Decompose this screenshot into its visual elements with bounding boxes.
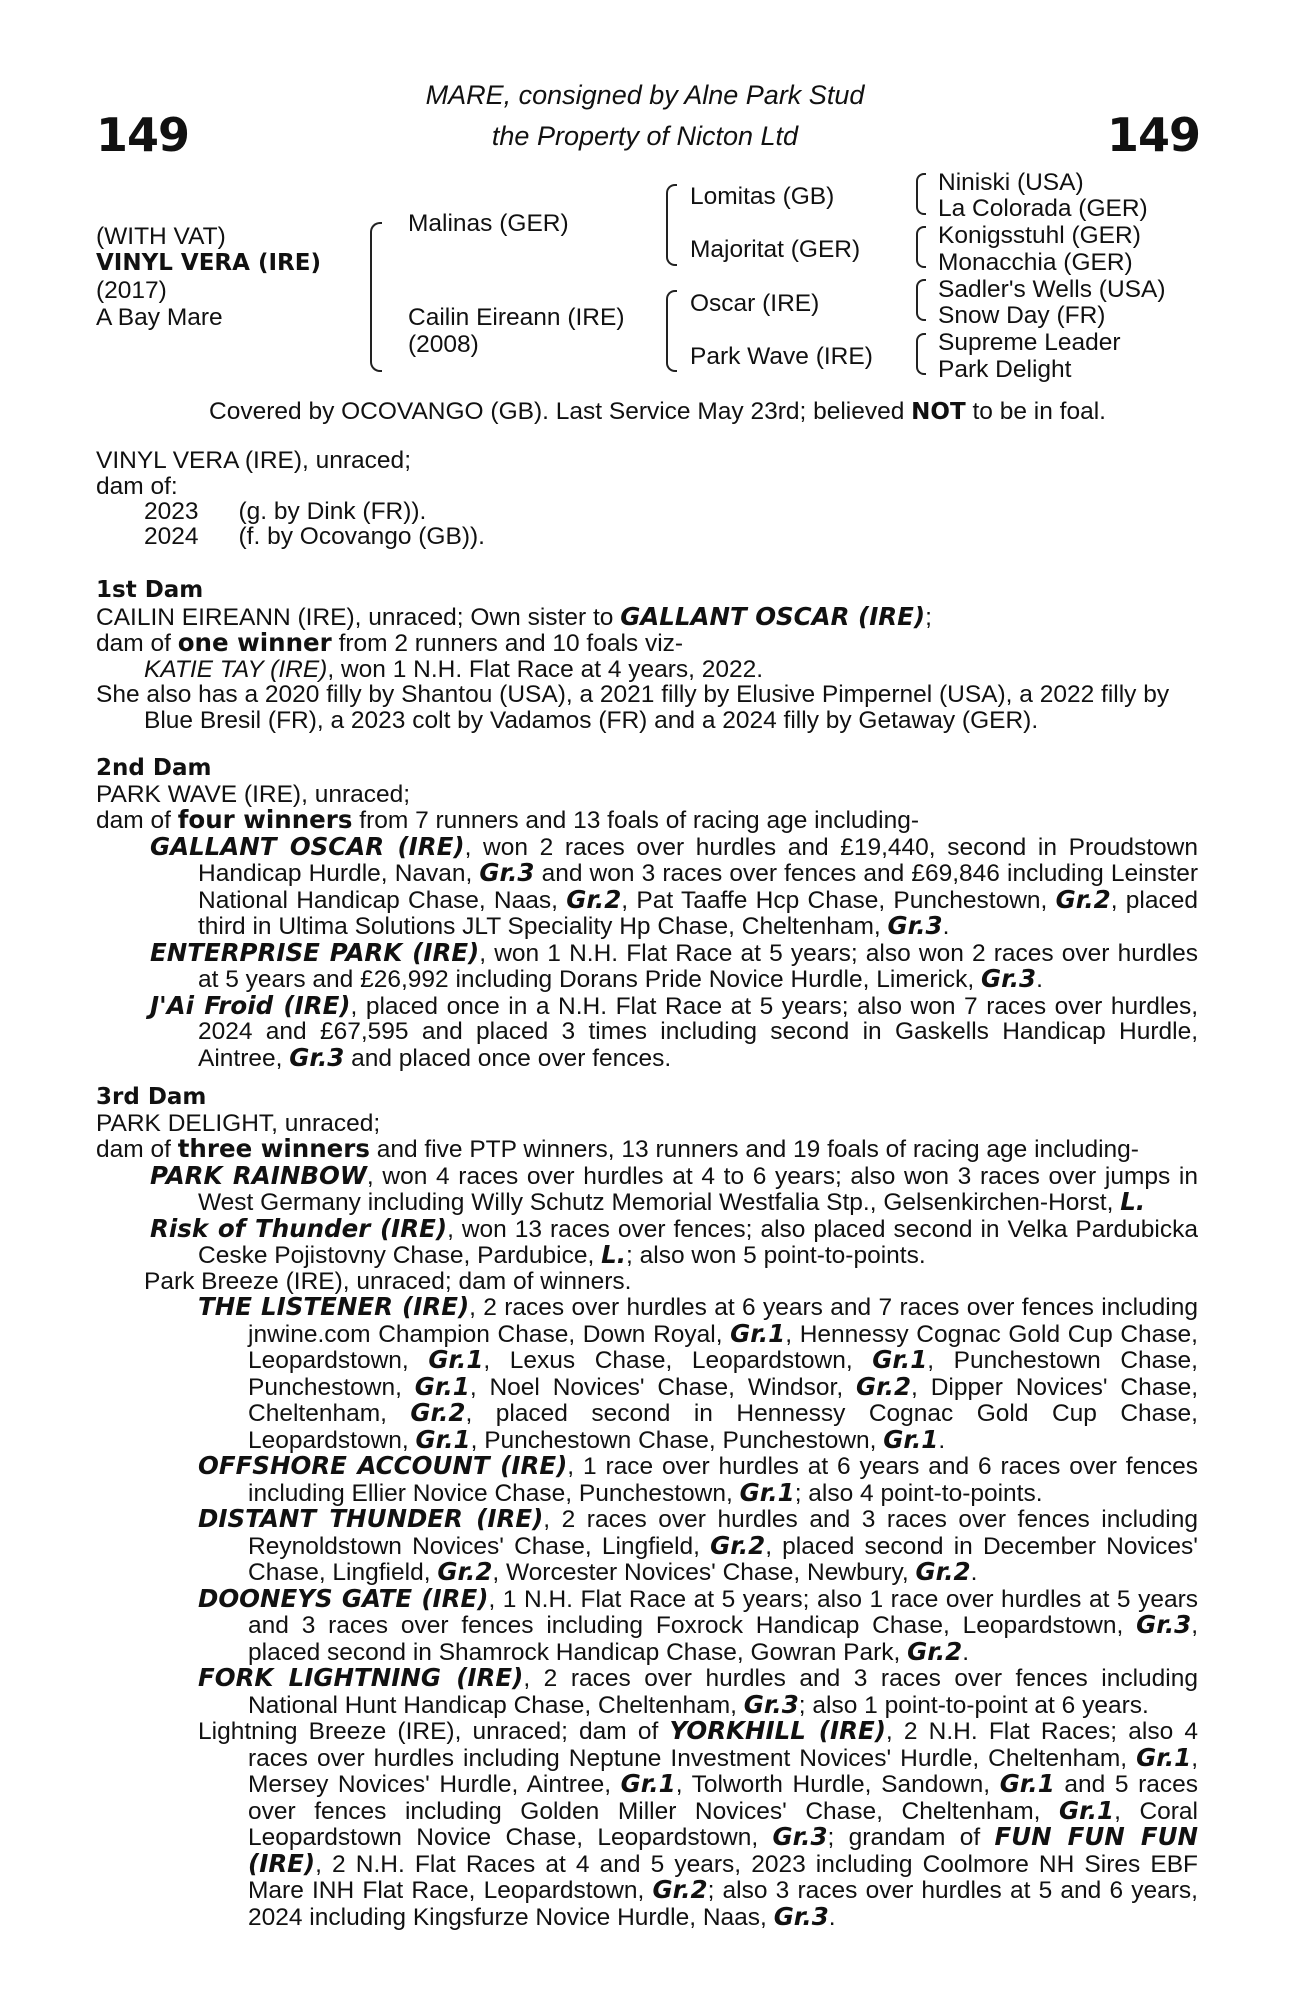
horse-ref: J'Ai Froid (IRE) [150, 990, 351, 1020]
third-dam-grandprogeny [96, 1583, 1199, 1666]
pedigree-sire: Malinas (GER) [408, 210, 569, 237]
text: and won 3 races over fences and £69,846 including Leinster National Handicap Chase, Naas, [198, 860, 1198, 914]
horse-ref: DOONEYS GATE (IRE) [198, 1583, 489, 1613]
text: , 2 races over hurdles and 3 races over fences including National Hunt Handicap Chase, Cheltenham, [248, 1665, 1198, 1719]
first-dam-progeny [96, 657, 1198, 683]
text: , Coral Leopardstown Novice Chase, Leopardstown, [248, 1797, 1198, 1851]
third-dam-line1: PARK DELIGHT, unraced; [96, 1109, 381, 1137]
grade: Gr.3 [773, 1901, 829, 1931]
third-dam-daughter: Park Breeze (IRE), unraced; dam of winners. [144, 1267, 632, 1295]
text: dam of [96, 630, 178, 657]
text: , Mersey Novices' Hurdle, Aintree, [248, 1744, 1198, 1798]
text: ; also won 5 point-to-points. [626, 1242, 926, 1269]
text: . [1036, 966, 1043, 993]
text: , Dipper Novices' Chase, Cheltenham, [248, 1373, 1198, 1427]
text: . [828, 1903, 836, 1931]
text: dam of [96, 1136, 178, 1163]
text: , placed second in Shamrock Handicap Chase, Gowran Park, [248, 1612, 1198, 1666]
produce-year: 2023 [144, 498, 199, 525]
grade: Gr.1 [1136, 1742, 1192, 1772]
first-dam-line2 [96, 630, 1198, 657]
horse-ref: OFFSHORE ACCOUNT (IRE) [198, 1451, 568, 1480]
text: , 2 N.H. Flat Races; also 4 races over hurdles including Neptune Investment Novices' Hurdle, Cheltenham, [248, 1718, 1199, 1772]
horse-ref: FORK LIGHTNING (IRE) [198, 1663, 524, 1692]
first-dam-section [96, 578, 1198, 733]
text: , Punchestown Chase, Punchestown, [470, 1426, 884, 1454]
grade: Gr.1 [999, 1769, 1055, 1798]
text: ; grandam of [827, 1824, 995, 1851]
grade: Gr.3 [1136, 1610, 1192, 1639]
horse-ref: KATIE TAY (IRE) [144, 655, 328, 683]
text: , Lexus Chase, Leopardstown, [483, 1347, 873, 1374]
text: , 2 races over hurdles at 6 years and 7 races over fences including jnwine.com Champion Chase, Down Royal, [248, 1294, 1198, 1348]
grade: Gr.2 [566, 884, 622, 914]
grade: Gr.1 [428, 1345, 484, 1374]
text: , placed second in Hennessy Cognac Gold Cup Chase, Leopardstown, [248, 1400, 1198, 1454]
produce-table [144, 499, 499, 549]
horse-name: VINYL VERA (IRE) [96, 250, 321, 276]
pedigree-gen4-7: Supreme Leader [938, 329, 1121, 356]
third-dam-heading: 3rd Dam [96, 1084, 207, 1110]
grade: L. [601, 1240, 627, 1269]
first-dam-line1 [96, 601, 1198, 631]
second-dam-entry [96, 937, 1198, 993]
text: ; also 4 point-to-points. [794, 1479, 1043, 1507]
grade: Gr.2 [652, 1875, 708, 1904]
horse-ref: GALLANT OSCAR (IRE) [620, 601, 926, 631]
horse-ref: GALLANT OSCAR (IRE) [150, 831, 465, 861]
text: , Noel Novices' Chase, Windsor, [469, 1373, 856, 1401]
grade: Gr.1 [872, 1345, 928, 1374]
pedigree-dam-year: (2008) [408, 331, 479, 358]
consignor-line: MARE, consigned by Alne Park Stud [425, 80, 865, 110]
grade: Gr.3 [887, 911, 943, 940]
grade: Gr.1 [1059, 1795, 1115, 1825]
lot-number-right: 149 [1107, 108, 1201, 162]
first-dam-also: She also has a 2020 filly by Shantou (USA), a 2021 filly by Elusive Pimpernel (USA), a 2022 filly by Blue Bresil (FR), a 2023 colt by Vadamos (FR) and a 2024 filly by Getaway (GER). [96, 681, 1170, 734]
covered-note [0, 398, 1315, 426]
text: from 2 runners and 10 foals viz- [331, 630, 684, 657]
covered-text-end: to be in foal. [965, 398, 1106, 425]
third-dam-grandprogeny [96, 1665, 1198, 1718]
third-dam-daughter-lightning-breeze [96, 1718, 1198, 1930]
horse-year: (2017) [96, 277, 167, 304]
text: , placed third in Ultima Solutions JLT Speciality Hp Chase, Cheltenham, [198, 886, 1198, 940]
horse-description: A Bay Mare [96, 304, 223, 331]
pedigree-gen4-5: Sadler's Wells (USA) [938, 276, 1166, 303]
pedigree-gen4-6: Snow Day (FR) [938, 302, 1106, 329]
pedigree-brace-2a [666, 184, 677, 266]
second-dam-line2 [96, 807, 1198, 834]
third-dam-section [96, 1085, 1198, 1930]
text: , won 4 races over hurdles at 4 to 6 years; also won 3 races over jumps in West Germany including Willy Schutz Memorial Westfalia Stp., Gelsenkirchen-Horst, [198, 1162, 1198, 1216]
pedigree-brace-2b [666, 290, 677, 372]
text: and placed once over fences. [344, 1044, 672, 1072]
pedigree-gen4-3: Konigsstuhl (GER) [938, 222, 1141, 249]
text: . [970, 1559, 978, 1586]
text: and five PTP winners, 13 runners and 19 foals of racing age including- [369, 1136, 1139, 1163]
text: CAILIN EIREANN (IRE), unraced; Own sister to [96, 603, 621, 631]
horse-ref: DISTANT THUNDER (IRE) [198, 1504, 544, 1533]
pedigree-dam: Cailin Eireann (IRE) [408, 304, 625, 331]
second-dam-entry [96, 831, 1198, 940]
text: dam of [96, 807, 178, 834]
text: from 7 runners and 13 foals of racing age including- [352, 807, 920, 834]
grade: Gr.1 [414, 1371, 470, 1401]
third-dam-grandprogeny [96, 1506, 1198, 1586]
grade: Gr.3 [743, 1689, 799, 1719]
horse-ref: PARK RAINBOW [150, 1160, 367, 1190]
text: , Worcester Novices' Chase, Newbury, [492, 1559, 916, 1586]
horse-ref: FUN FUN FUN (IRE) [248, 1822, 1198, 1878]
text: . [942, 913, 950, 940]
pedigree-sire-dam: Majoritat (GER) [690, 236, 861, 263]
produce-text: (g. by Dink (FR)). [238, 498, 427, 525]
grade: Gr.2 [915, 1557, 971, 1586]
pedigree-dam-dam: Park Wave (IRE) [690, 343, 873, 370]
grade: L. [1120, 1187, 1146, 1216]
pedigree-gen4-4: Monacchia (GER) [938, 249, 1133, 276]
third-dam-entry [96, 1160, 1198, 1216]
horse-ref: THE LISTENER (IRE) [198, 1292, 470, 1321]
third-dam-entry [96, 1213, 1198, 1269]
grade: Gr.3 [981, 964, 1037, 993]
pedigree-gen4-8: Park Delight [938, 356, 1072, 383]
text: , 2 N.H. Flat Races at 4 and 5 years, 2023 including Coolmore NH Sires EBF Mare INH Flat Race, Leopardstown, [248, 1850, 1198, 1904]
produce-row [144, 499, 499, 524]
pedigree-brace-3b [916, 226, 926, 268]
produce-section [96, 448, 1198, 549]
grade: Gr.1 [883, 1424, 939, 1454]
pedigree-brace-3d [916, 333, 926, 375]
vat-label: (WITH VAT) [96, 223, 226, 250]
text: , 1 race over hurdles at 6 years and 6 races over fences including Ellier Novice Chase, Punchestown, [248, 1453, 1198, 1507]
grade: Gr.2 [437, 1557, 493, 1586]
first-dam-heading: 1st Dam [96, 577, 204, 603]
grade: Gr.1 [739, 1477, 795, 1507]
text: . [938, 1426, 946, 1454]
produce-year: 2024 [144, 523, 199, 550]
pedigree-gen4-1: Niniski (USA) [938, 169, 1084, 196]
grade: Gr.1 [730, 1318, 786, 1348]
text: , placed once in a N.H. Flat Race at 5 years; also won 7 races over hurdles, 2024 and £67,595 and placed 3 times including second in Gaskells Handicap Hurdle, Aintree, [198, 992, 1199, 1072]
horse-ref: YORKHILL (IRE) [669, 1716, 886, 1745]
grade: Gr.2 [907, 1636, 963, 1666]
pedigree-brace-1 [370, 222, 382, 372]
second-dam-section [96, 756, 1198, 1071]
text: ; [925, 603, 932, 631]
covered-text: Covered by OCOVANGO (GB). Last Service May 23rd; believed [209, 398, 912, 425]
grade: Gr.3 [479, 858, 535, 887]
pedigree-brace-3a [916, 173, 926, 215]
text: , Punchestown Chase, Punchestown, [248, 1347, 1198, 1401]
lot-number-left: 149 [96, 108, 190, 162]
horse-ref: Risk of Thunder (IRE) [150, 1213, 448, 1243]
text: , 1 N.H. Flat Race at 5 years; also 1 race over hurdles at 5 years and 3 races over fences including Foxrock Handicap Chase, Leopardstown, [248, 1585, 1199, 1639]
winners-count: four winners [177, 805, 353, 834]
text: ; also 1 point-to-point at 6 years. [798, 1691, 1149, 1719]
pedigree-brace-3c [916, 279, 926, 321]
grade: Gr.1 [415, 1424, 471, 1454]
text: , Tolworth Hurdle, Sandown, [675, 1771, 1000, 1798]
second-dam-line1: PARK WAVE (IRE), unraced; [96, 780, 411, 808]
text: , won 1 N.H. Flat Race at 4 years, 2022. [327, 655, 764, 683]
winners-count: one winner [177, 628, 332, 657]
text: , won 2 races over hurdles and £19,440, second in Proudstown Handicap Hurdle, Navan, [198, 833, 1198, 887]
winners-count: three winners [177, 1134, 370, 1163]
produce-text: (f. by Ocovango (GB)). [238, 523, 485, 550]
text: , 2 races over hurdles and 3 races over fences including Reynoldstown Novices' Chase, Lingfield, [248, 1506, 1198, 1560]
second-dam-heading: 2nd Dam [96, 755, 212, 781]
grade: Gr.1 [620, 1769, 676, 1798]
text: , Pat Taaffe Hcp Chase, Punchestown, [621, 886, 1056, 914]
grade: Gr.2 [410, 1398, 466, 1427]
grade: Gr.2 [710, 1530, 766, 1560]
grade: Gr.2 [855, 1371, 912, 1401]
second-dam-entry [96, 990, 1199, 1072]
covered-not: NOT [911, 399, 966, 425]
text: . [962, 1638, 969, 1666]
third-dam-grandprogeny [96, 1453, 1198, 1506]
text: , won 13 races over fences; also placed second in Velka Pardubicka Ceske Pojistovny Chase, Pardubice, [198, 1215, 1198, 1269]
produce-line1: VINYL VERA (IRE), unraced; [96, 447, 411, 474]
property-line: the Property of Nicton Ltd [491, 121, 799, 151]
text: ; also 3 races over hurdles at 5 and 6 years, 2024 including Kingsfurze Novice Hurdle, Naas, [248, 1877, 1198, 1931]
grade: Gr.2 [1055, 884, 1111, 914]
produce-line2: dam of: [96, 472, 178, 500]
produce-row [144, 524, 499, 549]
third-dam-line2 [96, 1136, 1198, 1163]
third-dam-grandprogeny [96, 1294, 1198, 1453]
text: , placed second in December Novices' Chase, Lingfield, [248, 1532, 1198, 1586]
pedigree-dam-sire: Oscar (IRE) [690, 290, 820, 317]
text: and 5 races over fences including Golden Miller Novices' Chase, Cheltenham, [248, 1771, 1198, 1825]
pedigree-gen4-2: La Colorada (GER) [938, 195, 1148, 222]
text: Lightning Breeze (IRE), unraced; dam of [198, 1718, 670, 1745]
pedigree-sire-sire: Lomitas (GB) [690, 183, 835, 210]
text: , won 1 N.H. Flat Race at 5 years; also won 2 races over hurdles at 5 years and £26,992 including Dorans Pride Novice Hurdle, Limerick, [198, 939, 1198, 993]
horse-ref: ENTERPRISE PARK (IRE) [150, 937, 480, 967]
grade: Gr.3 [289, 1042, 345, 1072]
grade: Gr.3 [772, 1822, 828, 1851]
text: , Hennessy Cognac Gold Cup Chase, Leopardstown, [248, 1320, 1198, 1374]
